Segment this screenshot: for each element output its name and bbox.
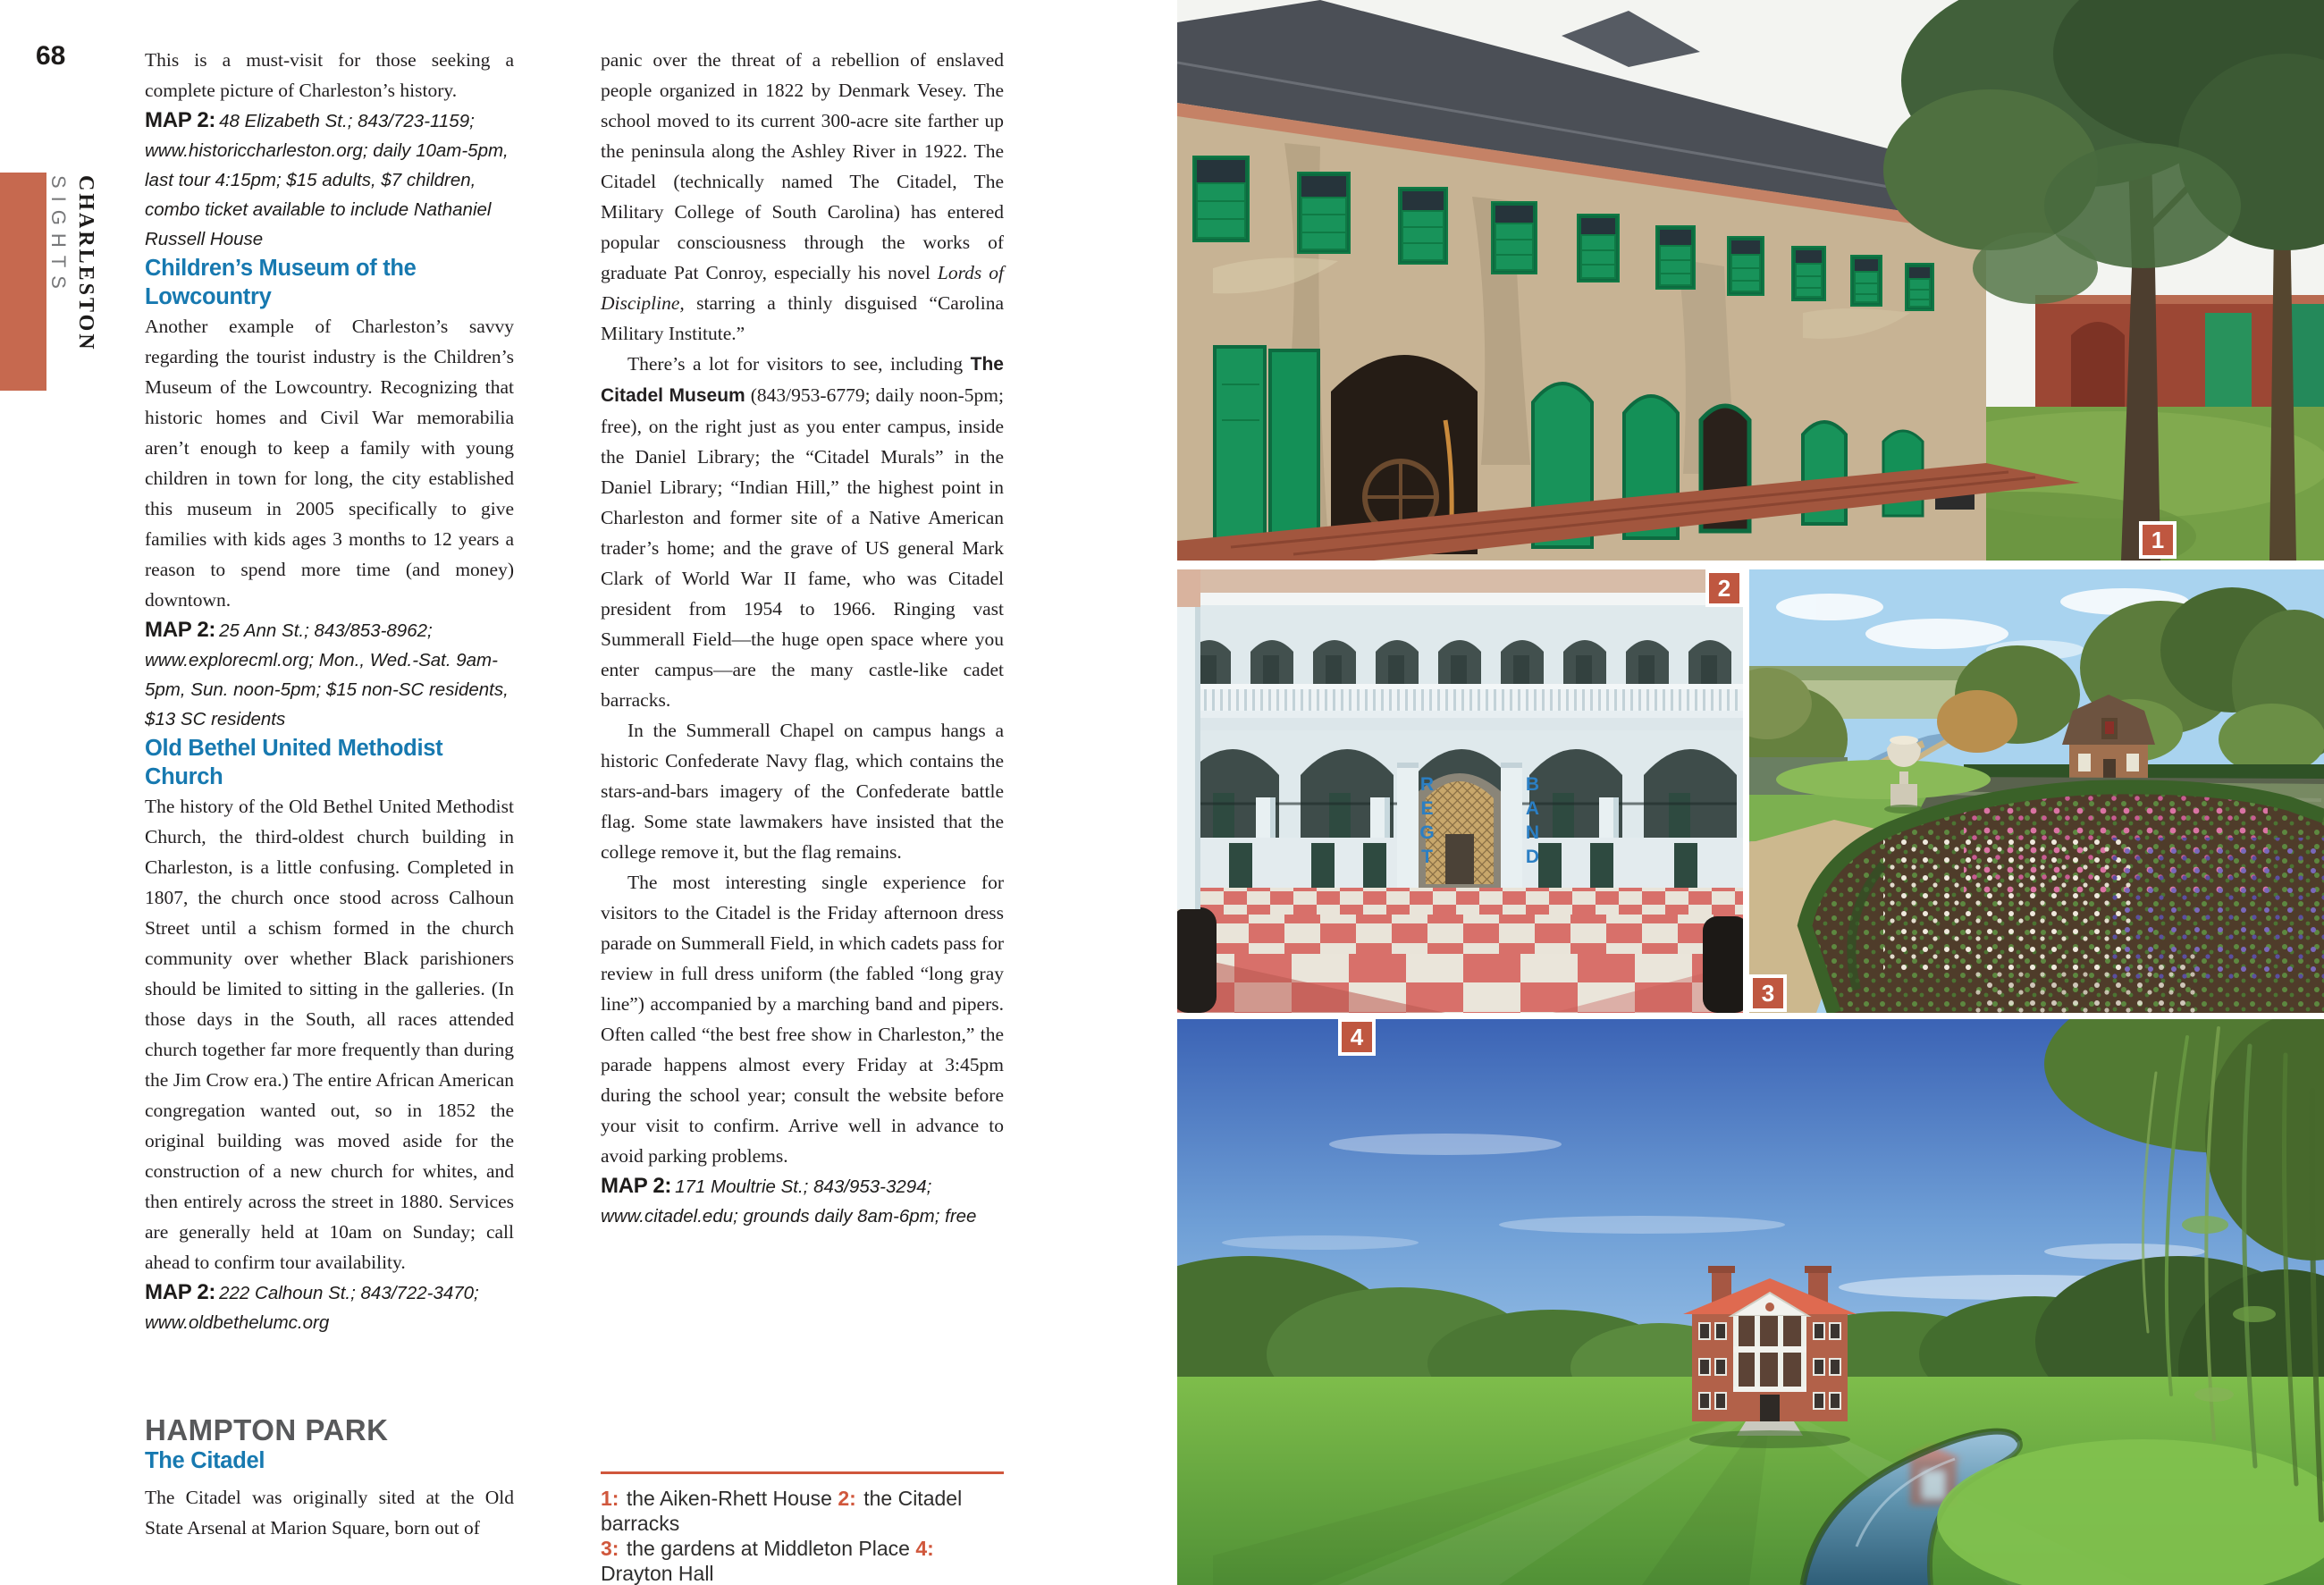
caption-text-2: the Citadel barracks (601, 1487, 963, 1535)
photo-badge-2: 2 (1705, 569, 1743, 607)
photo-badge-3: 3 (1749, 974, 1787, 1012)
citadel-continued-paragraph: panic over the threat of a rebellion of enslaved people organized in 1822 by Denmark Vesey. The school moved to its current 300-acre site farther up the peninsula along the Ashley River in 1922. The Citadel (technically named The Citadel, The Military College of South Carolina) has entered popular consciousness through the works of graduate Pat Conroy, especially his novel Lords of Discipline, starring a thinly disguised “Carolina Military Institute.” (601, 49, 1004, 344)
heading-the-citadel: The Citadel (145, 1448, 265, 1473)
left-text-column (145, 45, 514, 1564)
sidebar-section-label: SIGHTS (47, 175, 70, 297)
map-info-old-bethel (145, 1277, 514, 1337)
band-banner: BAND (1522, 774, 1543, 871)
checkerboard-plaza (1177, 888, 1743, 1013)
section-heading-hampton-park: HAMPTON PARK (145, 1413, 389, 1446)
sidebar-color-block (0, 173, 46, 391)
photo-caption (601, 1471, 1004, 1585)
photo-drayton-hall (1177, 1019, 2324, 1585)
citadel-intro-paragraph: The Citadel was originally sited at the Old State Arsenal at Marion Square, born out of (145, 1487, 514, 1539)
photo-middleton-place-gardens (1749, 569, 2324, 1013)
caption-text-1: the Aiken-Rhett House (626, 1487, 832, 1510)
map-details: 48 Elizabeth St.; 843/723-1159; www.historiccharleston.org; daily 10am-5pm, last tour 4:15pm; $15 adults, $7 children, combo ticket available to include Nathaniel Russell House (145, 111, 509, 249)
map-details: 222 Calhoun St.; 843/722-3470; www.oldbethelumc.org (145, 1283, 479, 1333)
photo-badge-1: 1 (2139, 521, 2177, 559)
caption-number-4: 4: (915, 1537, 934, 1560)
dress-parade-paragraph: The most interesting single experience for visitors to the Citadel is the Friday afternoon dress parade on Summerall Field, in which cadets pass for review in full dress uniform (the fabled “long gray line”) accompanied by a marching band and pipers. Often called “the best free show in Charleston,” the parade happens almost every Friday at 3:45pm during the school year; consult the website before your visit to confirm. Arrive well in advance to avoid parking problems. (601, 872, 1004, 1167)
photo-citadel-barracks (1177, 569, 1743, 1013)
caption-number-3: 3: (601, 1537, 619, 1560)
caption-number-2: 2: (838, 1487, 856, 1510)
map-info-childrens-museum (145, 615, 514, 734)
map-details: 171 Moultrie St.; 843/953-3294; www.citadel.edu; grounds daily 8am-6pm; free (601, 1176, 977, 1227)
citadel-museum-paragraph: There’s a lot for visitors to see, including The Citadel Museum (843/953-6779; daily noon-5pm; free), on the right just as you enter campus, inside the Daniel Library; the “Citadel Murals” in the Daniel Library; “Indian Hill,” the highest point in Charleston and former site of a Native American trader’s home; and the grave of US general Mark Clark of World War II fame, who was Citadel president from 1954 to 1966. Ringing vast Summerall Field—the huge open space where you enter campus—are the many castle-like cadet barracks. (601, 353, 1004, 711)
intro-paragraph: This is a must-visit for those seeking a complete picture of Charleston’s history. (145, 49, 514, 101)
map-info-historic-charleston (145, 105, 514, 254)
map-details: 25 Ann St.; 843/853-8962; www.explorecml.org; Mon., Wed.-Sat. 9am-5pm, Sun. noon-5pm; $15 non-SC residents, $13 SC residents (145, 620, 509, 729)
regt-banner: REGT (1417, 774, 1437, 871)
photo-aiken-rhett-house (1177, 0, 2324, 561)
heading-childrens-museum: Children’s Museum of the Lowcountry (145, 256, 417, 309)
roof-strip (1177, 569, 1743, 593)
photo-illustration-citadel (1177, 569, 1743, 1013)
map-label: MAP 2: (601, 1174, 672, 1198)
old-bethel-paragraph: The history of the Old Bethel United Methodist Church, the third-oldest church building in Charleston, is a little confusing. Completed in 1807, the church once stood across Calhoun Street until a schism formed in the church community over whether Black parishioners should be limited to sitting in the galleries. (In those days in the South, all races attended church together far more frequently than during the Jim Crow era.) The entire African American congregation wanted out, so in 1852 the original building was moved aside for the construction of a new church for whites, and then entirely across the street in 1880. Services are generally held at 10am on Sunday; call ahead to confirm tour availability. (145, 796, 514, 1273)
upper-arcade (1177, 640, 1743, 718)
photo-illustration-middleton (1749, 569, 2324, 1013)
map-info-citadel (601, 1171, 1004, 1231)
photo-illustration-aiken-rhett (1177, 0, 2324, 561)
page-number: 68 (36, 41, 66, 71)
caption-text-3: the gardens at Middleton Place (626, 1537, 910, 1560)
middle-text-column (601, 45, 1004, 1231)
childrens-museum-paragraph: Another example of Charleston’s savvy regarding the tourist industry is the Children’s Museum of the Lowcountry. Recognizing that historic homes and Civil War memorabilia aren’t enough to keep a family with young children in town for long, the city established this museum in 2005 specifically to give families with kids ages 3 months to 12 years a reason to spend more time (and money) downtown. (145, 316, 514, 611)
heading-old-bethel: Old Bethel United Methodist Church (145, 736, 443, 789)
map-label: MAP 2: (145, 1280, 216, 1304)
photo-badge-4: 4 (1338, 1018, 1376, 1056)
map-label: MAP 2: (145, 618, 216, 642)
caption-text-4: Drayton Hall (601, 1562, 714, 1585)
summerall-chapel-paragraph: In the Summerall Chapel on campus hangs a historic Confederate Navy flag, which contains the stars-and-bars imagery of the Confederate battle flag. Some state lawmakers have insisted that the college remove it, but the flag remains. (601, 720, 1004, 863)
sidebar-chapter-label: CHARLESTON (74, 175, 97, 352)
photo-illustration-drayton (1177, 1019, 2324, 1585)
map-label: MAP 2: (145, 108, 216, 132)
hampton-park-section (145, 1414, 514, 1543)
caption-number-1: 1: (601, 1487, 619, 1510)
